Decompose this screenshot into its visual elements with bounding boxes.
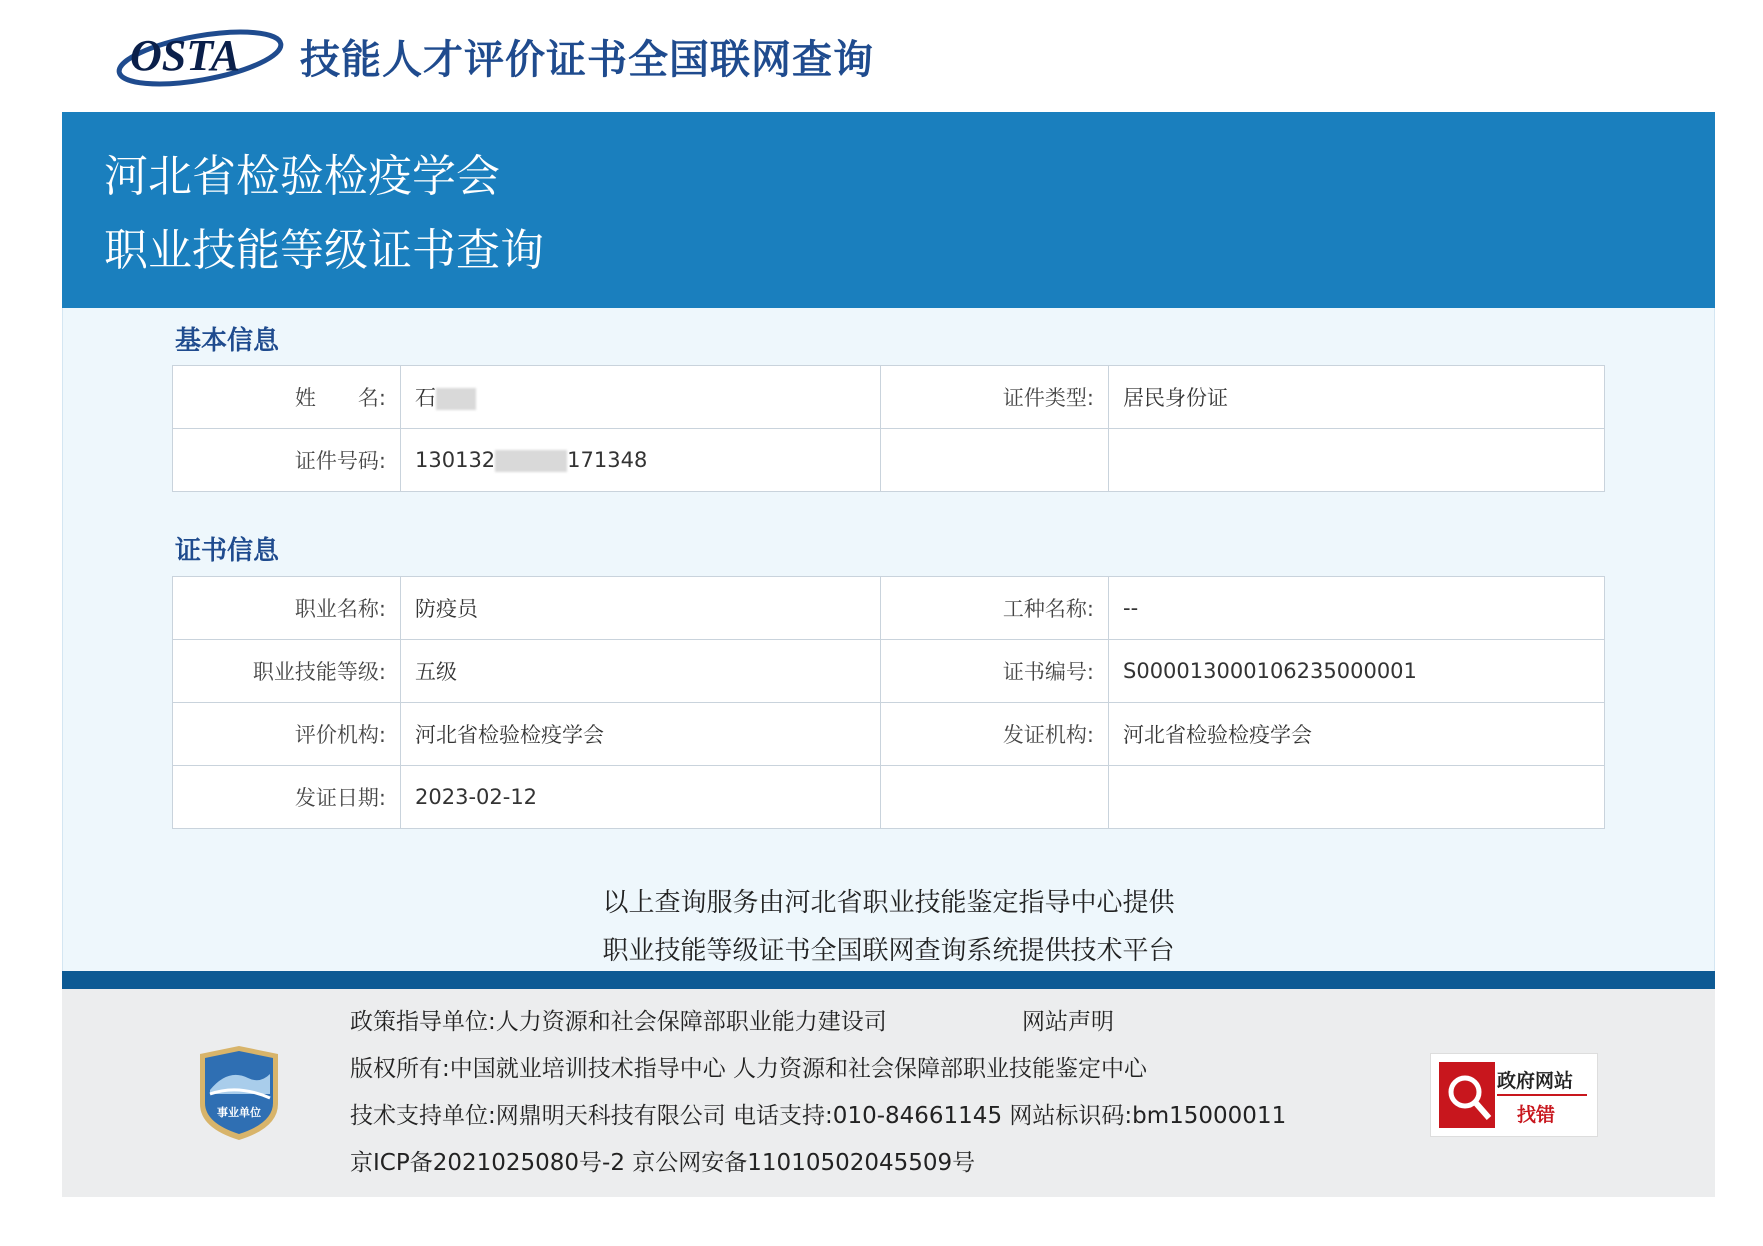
work-type-value: -- (1109, 577, 1605, 640)
site-statement-link[interactable]: 网站声明 (1022, 1009, 1114, 1035)
table-row (173, 703, 1605, 766)
basic-info-table (172, 365, 1605, 492)
table-row (173, 366, 1605, 429)
empty-label (881, 766, 1109, 829)
id-type-value: 居民身份证 (1109, 366, 1605, 429)
footer-divider (62, 971, 1715, 989)
id-type-label: 证件类型: (881, 366, 1109, 429)
occupation-value: 防疫员 (401, 577, 881, 640)
skill-level-value: 五级 (401, 640, 881, 703)
gov-divider (1497, 1094, 1587, 1096)
footer (62, 989, 1715, 1197)
public-institution-badge-icon[interactable] (198, 1044, 280, 1142)
redacted-mask (495, 450, 567, 472)
platform-notice: 职业技能等级证书全国联网查询系统提供技术平台 (602, 936, 1175, 966)
name-label: 姓 名: (173, 366, 401, 429)
cert-info-table (172, 576, 1605, 829)
occupation-label: 职业名称: (173, 577, 401, 640)
redacted-mask (436, 388, 476, 410)
table-row (173, 640, 1605, 703)
site-title: 技能人才评价证书全国联网查询 (300, 37, 874, 83)
name-value-text: 石 (415, 386, 436, 410)
icp-record-text[interactable]: 京ICP备2021025080号-2 京公网安备11010502045509号 (350, 1150, 976, 1176)
top-header (0, 0, 1763, 110)
table-row (173, 766, 1605, 829)
id-number-label: 证件号码: (173, 429, 401, 492)
name-value (401, 366, 881, 429)
skill-level-label: 职业技能等级: (173, 640, 401, 703)
cert-number-value: S000013000106235000001 (1109, 640, 1605, 703)
page-banner (62, 112, 1715, 308)
id-number-prefix: 130132 (415, 448, 496, 472)
cert-number-label: 证书编号: (881, 640, 1109, 703)
table-row (173, 429, 1605, 492)
issuing-org-value: 河北省检验检疫学会 (1109, 703, 1605, 766)
empty-value (1109, 766, 1605, 829)
service-provider-notice: 以上查询服务由河北省职业技能鉴定指导中心提供 (602, 888, 1175, 918)
gov-site-error-icon (1439, 1062, 1495, 1128)
empty-label (881, 429, 1109, 492)
id-number-value (401, 429, 881, 492)
table-row (173, 577, 1605, 640)
banner-query-title: 职业技能等级证书查询 (104, 225, 544, 276)
work-type-label: 工种名称: (881, 577, 1109, 640)
find-error-label: 找错 (1517, 1104, 1556, 1126)
evaluation-org-value: 河北省检验检疫学会 (401, 703, 881, 766)
id-number-suffix: 171348 (567, 448, 648, 472)
osta-logo-icon[interactable] (108, 20, 288, 88)
copyright-text: 版权所有:中国就业培训技术指导中心 人力资源和社会保障部职业技能鉴定中心 (350, 1056, 1148, 1082)
svg-text:OSTA: OSTA (130, 31, 241, 80)
tech-support-text: 技术支持单位:网鼎明天科技有限公司 电话支持:010-84661145 网站标识码:bm15000011 (350, 1103, 1287, 1129)
banner-organization: 河北省检验检疫学会 (104, 151, 500, 202)
gov-site-label: 政府网站 (1497, 1070, 1574, 1092)
policy-unit-text: 政策指导单位:人力资源和社会保障部职业能力建设司 (350, 1009, 887, 1035)
empty-value (1109, 429, 1605, 492)
gov-site-error-report-button[interactable] (1430, 1053, 1598, 1137)
svg-text:事业单位: 事业单位 (217, 1106, 261, 1119)
basic-info-title: 基本信息 (175, 326, 280, 356)
issue-date-label: 发证日期: (173, 766, 401, 829)
cert-info-title: 证书信息 (175, 536, 280, 566)
result-panel (62, 308, 1715, 971)
issuing-org-label: 发证机构: (881, 703, 1109, 766)
evaluation-org-label: 评价机构: (173, 703, 401, 766)
issue-date-value: 2023-02-12 (401, 766, 881, 829)
